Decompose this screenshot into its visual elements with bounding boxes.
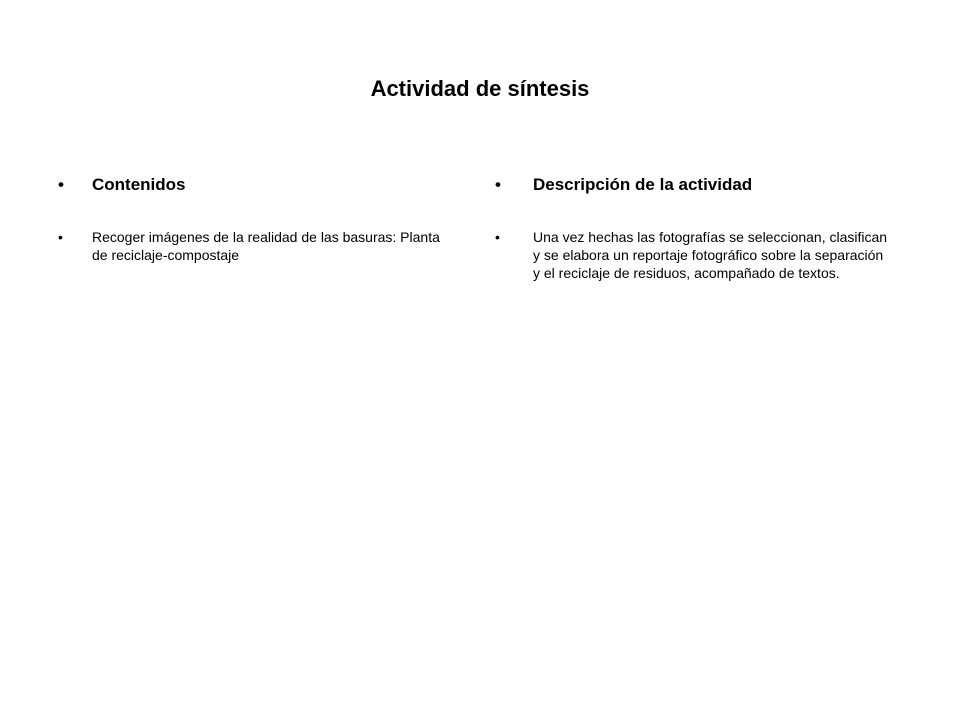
left-column-heading-row <box>58 172 458 198</box>
list-item <box>495 228 895 282</box>
left-column <box>58 172 458 264</box>
slide-title: Actividad de síntesis <box>370 76 590 101</box>
list-item-text: Recoger imágenes de la realidad de las basuras: Planta de reciclaje-compostaje <box>92 229 440 263</box>
bullet-icon: • <box>58 175 64 194</box>
bullet-icon: • <box>495 175 501 194</box>
bullet-icon: • <box>58 229 63 245</box>
list-item <box>58 228 458 264</box>
left-column-heading: Contenidos <box>92 175 186 194</box>
right-column-heading: Descripción de la actividad <box>533 175 753 194</box>
right-column <box>495 172 895 282</box>
list-item-text: Una vez hechas las fotografías se seleccionan, clasifican y se elabora un reportaje fotográfico sobre la separación y el reciclaje de residuos, acompañado de textos. <box>533 229 888 281</box>
right-column-heading-row <box>495 172 895 198</box>
bullet-icon: • <box>495 229 500 245</box>
